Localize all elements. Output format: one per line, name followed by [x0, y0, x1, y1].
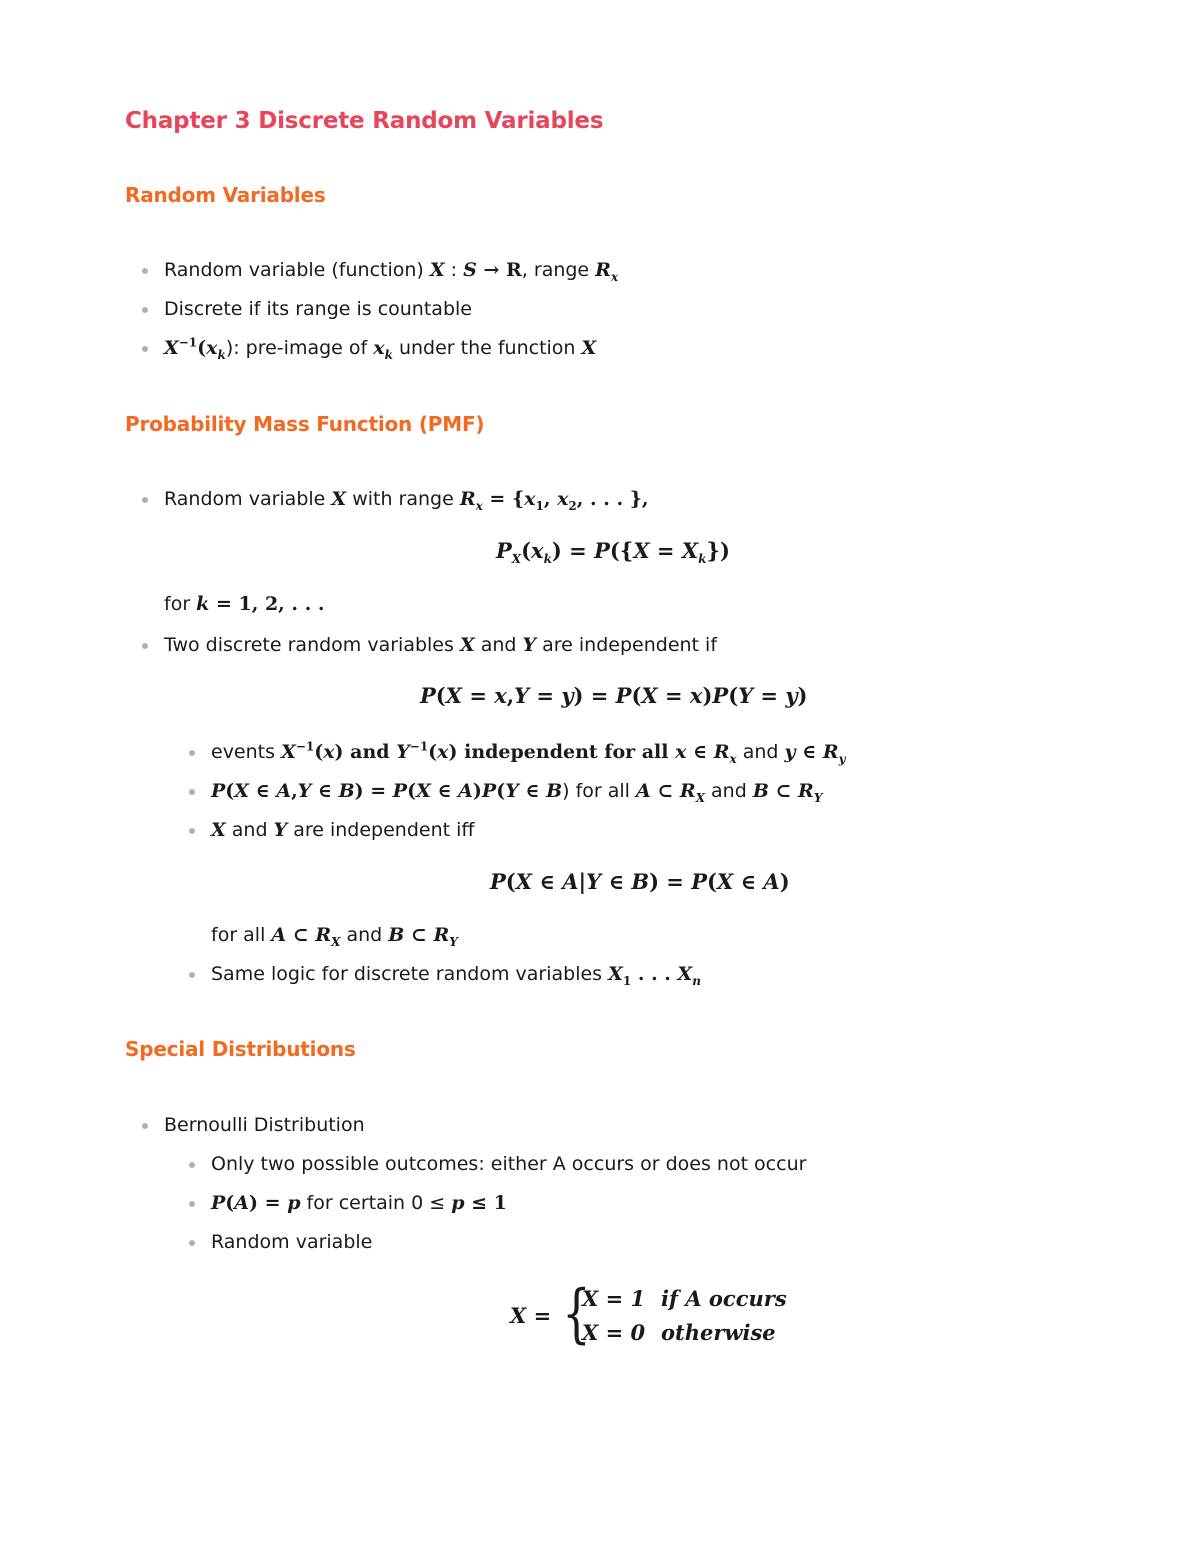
list-item: Random variable (function) X : S → R, range $R_x$	[164, 259, 619, 284]
bullet	[189, 1162, 195, 1168]
section-heading-special-distributions: Special Distributions	[125, 1037, 356, 1061]
sub-list-item: Same logic for discrete random variables $X_1$ . . . $X_n$	[211, 963, 702, 988]
piecewise-case1-expr: X = 1	[582, 1286, 646, 1311]
list-item: Bernoulli Distribution	[164, 1114, 365, 1136]
left-brace: {	[562, 1277, 591, 1351]
sub-list-item: P(A) = p for certain 0 ≤ p ≤ 1	[211, 1192, 507, 1214]
continuation-text: for all A ⊂ $R_X$ and B ⊂ $R_Y$	[211, 924, 458, 949]
sub-list-item: Only two possible outcomes: either A occurs or does not occur	[211, 1153, 807, 1175]
bullet	[189, 972, 195, 978]
list-item: Discrete if its range is countable	[164, 298, 472, 320]
piecewise-lhs: X =	[510, 1303, 552, 1328]
bullet	[189, 828, 195, 834]
bullet	[142, 307, 148, 313]
chapter-title: Chapter 3 Discrete Random Variables	[125, 108, 604, 134]
bullet	[189, 1240, 195, 1246]
sub-list-item: P(X ∈ A,Y ∈ B) = P(X ∈ A)P(Y ∈ B) for all A ⊂ $R_X$ and B ⊂ $R_Y$	[211, 780, 823, 805]
continuation-text: for k = 1, 2, . . .	[164, 593, 325, 615]
bullet	[142, 643, 148, 649]
list-item: Random variable X with range $R_x = \{x_1$, $x_2$, . . . },	[164, 488, 649, 513]
piecewise-case1-cond: if A occurs	[661, 1286, 787, 1311]
section-heading-pmf: Probability Mass Function (PMF)	[125, 412, 485, 436]
display-equation-conditional: P(X ∈ A|Y ∈ B) = P(X ∈ A)	[490, 869, 790, 894]
sub-list-item: Random variable	[211, 1231, 373, 1253]
list-item: Two discrete random variables X and Y are independent if	[164, 634, 718, 656]
sub-list-item: events $X^{-1}(x)$ and $Y^{-1}(x)$ independent for all x ∈ $R_x$ and y ∈ $R_y$	[211, 739, 846, 766]
bullet	[142, 346, 148, 352]
sub-list-item: X and Y are independent iff	[211, 819, 475, 841]
bullet	[142, 268, 148, 274]
list-item: $X^{-1}(x_k)$: pre-image of $x_k$ under the function X	[164, 335, 597, 362]
piecewise-case2-expr: X = 0	[582, 1320, 646, 1345]
display-equation-pmf: $P_X(x_k) = P(\{X = X_k\})$	[496, 538, 730, 567]
section-heading-random-variables: Random Variables	[125, 183, 326, 207]
bullet	[142, 497, 148, 503]
bullet	[189, 750, 195, 756]
display-equation-independence: P(X = x,Y = y) = P(X = x)P(Y = y)	[420, 683, 808, 708]
bullet	[142, 1123, 148, 1129]
bullet	[189, 789, 195, 795]
bullet	[189, 1201, 195, 1207]
piecewise-case2-cond: otherwise	[661, 1320, 776, 1345]
